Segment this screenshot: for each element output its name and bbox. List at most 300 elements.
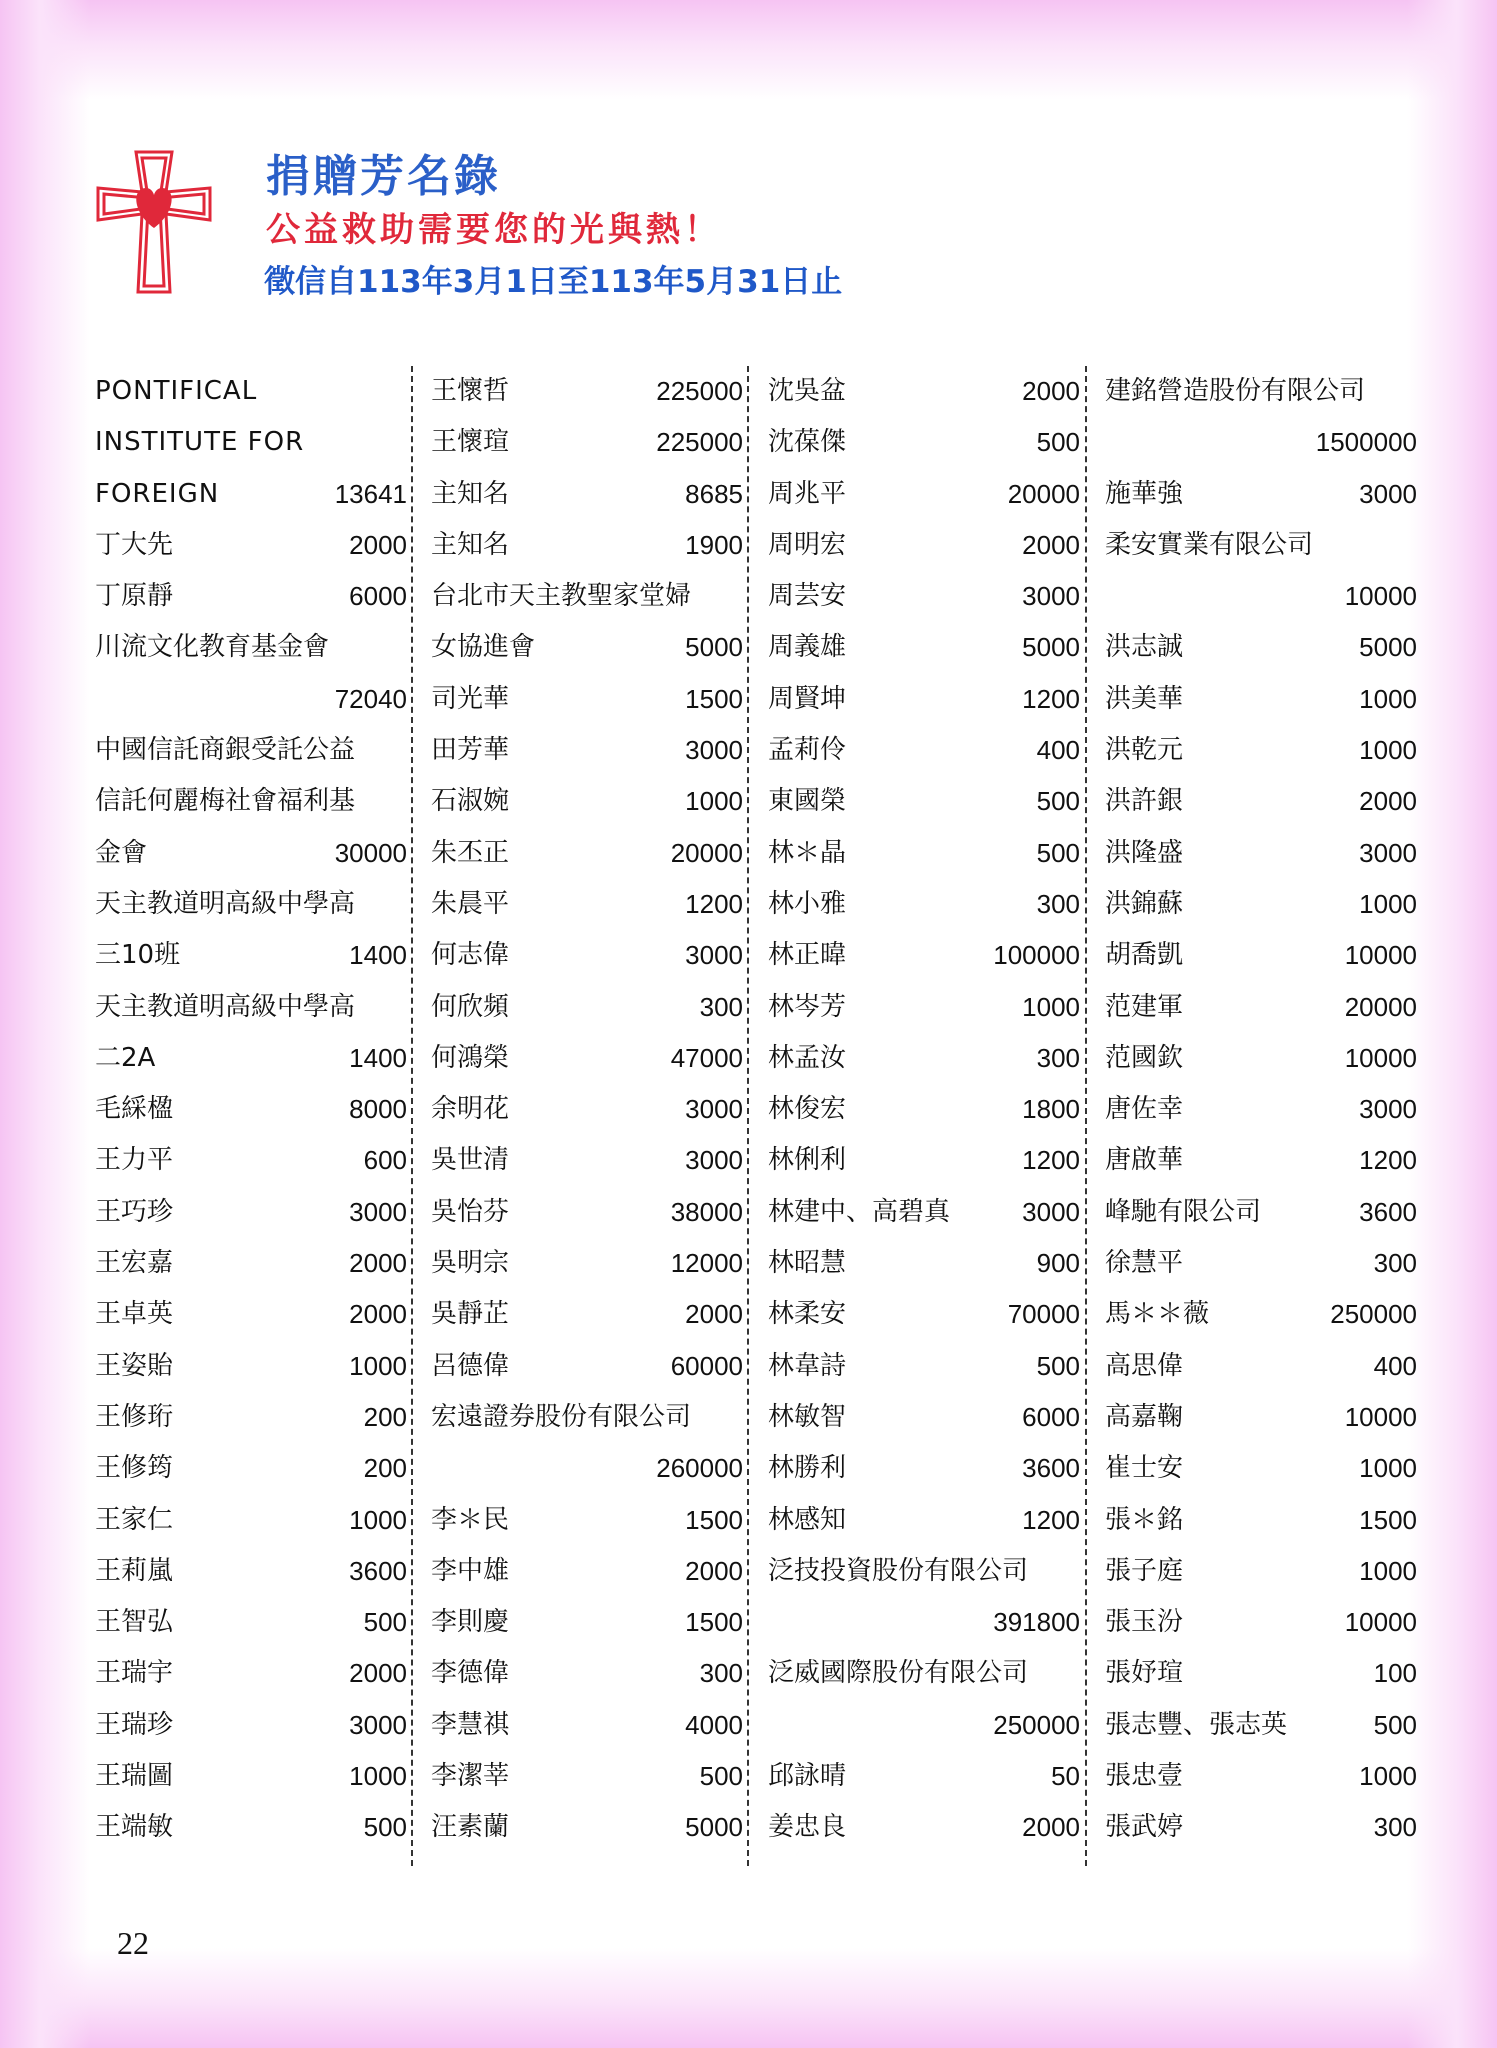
donor-name: 高嘉鞠 xyxy=(1105,1401,1184,1432)
donor-name: 唐佐幸 xyxy=(1105,1094,1184,1125)
donor-name: 周義雄 xyxy=(768,632,847,663)
column-divider xyxy=(411,366,413,1866)
donation-amount: 2000 xyxy=(1022,529,1080,560)
donor-name: 丁大先 xyxy=(95,529,174,560)
donor-name: 洪隆盛 xyxy=(1105,837,1184,868)
donor-name: 汪素蘭 xyxy=(431,1812,510,1843)
donation-amount: 6000 xyxy=(1022,1401,1080,1432)
donor-row xyxy=(1105,1597,1417,1648)
donor-name: 王莉嵐 xyxy=(95,1555,174,1586)
donor-name: 李慧祺 xyxy=(431,1709,510,1740)
donor-name: 司光華 xyxy=(431,683,510,714)
donor-name: 洪美華 xyxy=(1105,683,1184,714)
donor-row xyxy=(1105,1802,1417,1853)
donation-amount: 47000 xyxy=(670,1042,743,1073)
donor-column-3 xyxy=(768,366,1080,1866)
donor-row xyxy=(95,828,407,879)
donation-amount: 1500 xyxy=(1359,1504,1417,1535)
donation-amount: 3000 xyxy=(1359,478,1417,509)
donor-row xyxy=(431,982,743,1033)
donor-name: 胡喬凱 xyxy=(1105,940,1184,971)
donation-amount: 1900 xyxy=(685,529,743,560)
donor-row xyxy=(1105,1238,1417,1289)
donor-row xyxy=(431,828,743,879)
donor-row xyxy=(768,1187,1080,1238)
donation-amount: 225000 xyxy=(656,376,743,406)
donor-row xyxy=(768,725,1080,776)
donation-amount: 13641 xyxy=(334,478,407,509)
donation-amount: 300 xyxy=(1036,1042,1080,1073)
donor-name: 唐啟華 xyxy=(1105,1145,1184,1176)
donor-name: 林俐利 xyxy=(768,1145,847,1176)
donor-name: 王懷哲 xyxy=(431,376,510,406)
donor-name: 王家仁 xyxy=(95,1504,174,1535)
donor-name: 林建中、高碧真 xyxy=(768,1196,951,1227)
donor-row xyxy=(95,1135,407,1186)
donor-name: 張志豐、張志英 xyxy=(1105,1709,1288,1740)
donation-amount: 1500000 xyxy=(1315,427,1417,458)
donor-row xyxy=(431,930,743,981)
donor-name: 峰馳有限公司 xyxy=(1105,1196,1262,1227)
donor-name: 朱晨平 xyxy=(431,888,510,919)
donor-row xyxy=(1105,1289,1417,1340)
donation-amount: 72040 xyxy=(334,683,407,714)
donor-row xyxy=(1105,1700,1417,1751)
donor-row xyxy=(95,1392,407,1443)
donor-row xyxy=(431,1700,743,1751)
donor-row xyxy=(431,1187,743,1238)
donor-name: 主知名 xyxy=(431,529,510,560)
donor-row xyxy=(431,1392,743,1443)
donation-amount: 260000 xyxy=(656,1453,743,1484)
donor-name: 林小雅 xyxy=(768,888,847,919)
donor-row xyxy=(431,417,743,468)
donor-row xyxy=(95,1341,407,1392)
donation-amount: 1200 xyxy=(1359,1145,1417,1176)
donation-amount: 1000 xyxy=(349,1761,407,1792)
donor-name: 王懷瑄 xyxy=(431,427,510,458)
donor-name: 何欣頻 xyxy=(431,991,510,1022)
donor-row xyxy=(768,1033,1080,1084)
donation-amount: 1000 xyxy=(1359,683,1417,714)
donor-row xyxy=(95,1700,407,1751)
donation-amount: 3000 xyxy=(685,1145,743,1176)
donor-name: 周芸安 xyxy=(768,581,847,612)
donor-column-2 xyxy=(431,366,743,1866)
donation-amount: 1000 xyxy=(1359,1761,1417,1792)
donation-amount: 2000 xyxy=(349,529,407,560)
donor-row xyxy=(768,571,1080,622)
donor-row xyxy=(95,879,407,930)
donor-name: 王瑞圖 xyxy=(95,1761,174,1792)
donor-row xyxy=(768,622,1080,673)
donation-amount: 100 xyxy=(1373,1658,1417,1689)
donor-name: 何鴻榮 xyxy=(431,1042,510,1073)
donation-amount: 3000 xyxy=(349,1196,407,1227)
donor-row xyxy=(431,776,743,827)
donation-amount: 1000 xyxy=(349,1504,407,1535)
donor-row xyxy=(431,1289,743,1340)
donor-name: 施華強 xyxy=(1105,478,1184,509)
donation-amount: 500 xyxy=(363,1812,407,1843)
donor-row xyxy=(1105,520,1417,571)
donation-amount: 2000 xyxy=(685,1299,743,1330)
donor-row xyxy=(1105,1135,1417,1186)
donor-row xyxy=(768,879,1080,930)
donation-amount: 10000 xyxy=(1344,940,1417,971)
donation-amount: 60000 xyxy=(670,1350,743,1381)
donor-name: 李德偉 xyxy=(431,1658,510,1689)
donation-amount: 1200 xyxy=(1022,683,1080,714)
donation-amount: 3000 xyxy=(685,1094,743,1125)
donor-name: 林感知 xyxy=(768,1504,847,1535)
donation-amount: 400 xyxy=(1036,735,1080,766)
donation-amount: 2000 xyxy=(1022,376,1080,406)
donor-row xyxy=(431,1135,743,1186)
donation-amount: 20000 xyxy=(670,837,743,868)
donor-row xyxy=(768,1084,1080,1135)
donor-row xyxy=(768,1392,1080,1443)
donation-amount: 30000 xyxy=(334,837,407,868)
donor-name: 女協進會 xyxy=(431,632,536,663)
donor-name: 林昭慧 xyxy=(768,1248,847,1279)
donation-amount: 20000 xyxy=(1007,478,1080,509)
donation-amount: 900 xyxy=(1036,1248,1080,1279)
donor-name: 王宏嘉 xyxy=(95,1248,174,1279)
donation-amount: 500 xyxy=(1036,427,1080,458)
cross-heart-icon xyxy=(94,148,214,296)
donor-name: 范國欽 xyxy=(1105,1042,1184,1073)
donation-amount: 1200 xyxy=(685,888,743,919)
donation-amount: 1000 xyxy=(1359,1453,1417,1484)
donor-name: 三10班 xyxy=(95,940,181,971)
donation-amount: 400 xyxy=(1373,1350,1417,1381)
donor-name: 王巧珍 xyxy=(95,1196,174,1227)
period-text: 徵信自113年3月1日至113年5月31日止 xyxy=(264,264,843,300)
donor-name: 林敏智 xyxy=(768,1401,847,1432)
donation-amount: 2000 xyxy=(349,1658,407,1689)
donor-row xyxy=(1105,469,1417,520)
donation-amount: 1500 xyxy=(685,1504,743,1535)
donation-amount: 50 xyxy=(1051,1761,1080,1792)
donor-row xyxy=(1105,1751,1417,1802)
donor-name: 天主教道明高級中學高 xyxy=(95,991,356,1022)
donation-amount: 300 xyxy=(1373,1248,1417,1279)
donor-row xyxy=(431,1802,743,1853)
donor-row xyxy=(1105,879,1417,930)
donor-row xyxy=(431,366,743,417)
donor-row xyxy=(95,1802,407,1853)
donor-row xyxy=(431,571,743,622)
donor-row xyxy=(95,1084,407,1135)
donation-amount: 3000 xyxy=(1022,581,1080,612)
donor-row xyxy=(95,1495,407,1546)
page-title: 捐贈芳名錄 xyxy=(266,151,501,202)
donor-name: 田芳華 xyxy=(431,735,510,766)
donation-amount: 2000 xyxy=(349,1299,407,1330)
donor-row xyxy=(431,1341,743,1392)
donor-name: 東國榮 xyxy=(768,786,847,817)
donation-amount: 2000 xyxy=(349,1248,407,1279)
donor-row xyxy=(95,1597,407,1648)
donation-amount: 200 xyxy=(363,1453,407,1484)
donor-name: 洪乾元 xyxy=(1105,735,1184,766)
donor-name: 張子庭 xyxy=(1105,1555,1184,1586)
donor-row xyxy=(431,1238,743,1289)
donor-row xyxy=(95,417,407,468)
donation-amount: 5000 xyxy=(685,632,743,663)
donation-amount: 100000 xyxy=(993,940,1080,971)
donor-row xyxy=(1105,1546,1417,1597)
donor-row xyxy=(431,1597,743,1648)
donor-list xyxy=(95,366,1417,1866)
donor-row xyxy=(1105,622,1417,673)
donation-amount: 8000 xyxy=(349,1094,407,1125)
donor-row xyxy=(95,1443,407,1494)
donor-row xyxy=(1105,1443,1417,1494)
donor-column-4 xyxy=(1105,366,1417,1866)
donor-row xyxy=(95,1751,407,1802)
donor-name: 王端敏 xyxy=(95,1812,174,1843)
donor-name: 王瑞珍 xyxy=(95,1709,174,1740)
donor-name: 信託何麗梅社會福利基 xyxy=(95,786,356,817)
header xyxy=(94,140,994,300)
donation-amount: 3000 xyxy=(685,735,743,766)
donor-name: 沈葆傑 xyxy=(768,427,847,458)
donor-name: 二2A xyxy=(95,1042,156,1073)
donor-row xyxy=(95,1546,407,1597)
donor-name: 張武婷 xyxy=(1105,1812,1184,1843)
donation-amount: 2000 xyxy=(1022,1812,1080,1843)
donation-amount: 3000 xyxy=(349,1709,407,1740)
donation-amount: 12000 xyxy=(670,1248,743,1279)
donor-row xyxy=(431,1443,743,1494)
donor-row xyxy=(95,1187,407,1238)
donation-amount: 1000 xyxy=(1359,1555,1417,1586)
donor-row xyxy=(768,1341,1080,1392)
donor-name: 何志偉 xyxy=(431,940,510,971)
donor-name: 王卓英 xyxy=(95,1299,174,1330)
donor-row xyxy=(95,1033,407,1084)
donor-row xyxy=(95,520,407,571)
donor-column-1 xyxy=(95,366,407,1866)
donation-amount: 200 xyxy=(363,1401,407,1432)
donor-name: 建銘營造股份有限公司 xyxy=(1105,376,1366,406)
donation-amount: 1000 xyxy=(349,1350,407,1381)
donor-name: 李中雄 xyxy=(431,1555,510,1586)
donor-name: 李＊民 xyxy=(431,1504,510,1535)
donation-amount: 2000 xyxy=(1359,786,1417,817)
donation-amount: 300 xyxy=(699,991,743,1022)
donor-name: 李潔莘 xyxy=(431,1761,510,1792)
donor-row xyxy=(1105,776,1417,827)
donor-name: 柔安實業有限公司 xyxy=(1105,529,1314,560)
donation-amount: 1200 xyxy=(1022,1145,1080,1176)
donor-row xyxy=(95,1238,407,1289)
donor-name: 周明宏 xyxy=(768,529,847,560)
donation-amount: 1000 xyxy=(685,786,743,817)
donor-name: 金會 xyxy=(95,837,148,868)
donor-name: 林勝利 xyxy=(768,1453,847,1484)
donation-amount: 500 xyxy=(1036,786,1080,817)
donor-row xyxy=(1105,1495,1417,1546)
donor-row xyxy=(768,417,1080,468)
donor-row xyxy=(95,1648,407,1699)
donation-amount: 1800 xyxy=(1022,1094,1080,1125)
donor-name: 張妤瑄 xyxy=(1105,1658,1184,1689)
donor-row xyxy=(768,1443,1080,1494)
donation-amount: 10000 xyxy=(1344,1607,1417,1638)
column-divider xyxy=(1085,366,1087,1866)
donor-row xyxy=(768,366,1080,417)
donor-row xyxy=(95,622,407,673)
donor-row xyxy=(1105,1648,1417,1699)
donation-amount: 4000 xyxy=(685,1709,743,1740)
donation-amount: 1500 xyxy=(685,1607,743,1638)
donor-row xyxy=(431,622,743,673)
donor-row xyxy=(768,1546,1080,1597)
donor-name: 吳明宗 xyxy=(431,1248,510,1279)
donor-row xyxy=(1105,1187,1417,1238)
donation-amount: 3600 xyxy=(1359,1196,1417,1227)
donor-row xyxy=(431,879,743,930)
donation-amount: 3600 xyxy=(349,1555,407,1586)
donor-row xyxy=(768,1751,1080,1802)
donor-row xyxy=(768,674,1080,725)
donor-row xyxy=(1105,1341,1417,1392)
donor-row xyxy=(768,520,1080,571)
donor-name: 天主教道明高級中學高 xyxy=(95,888,356,919)
donor-name: 張忠壹 xyxy=(1105,1761,1184,1792)
donor-name: 姜忠良 xyxy=(768,1812,847,1843)
donation-amount: 1200 xyxy=(1022,1504,1080,1535)
donor-name: 林孟汝 xyxy=(768,1042,847,1073)
donor-row xyxy=(768,1648,1080,1699)
donor-name: 王瑞宇 xyxy=(95,1658,174,1689)
donor-row xyxy=(1105,1084,1417,1135)
donor-row xyxy=(95,674,407,725)
donor-name: 高思偉 xyxy=(1105,1350,1184,1381)
donor-row xyxy=(95,366,407,417)
donation-amount: 1000 xyxy=(1359,735,1417,766)
donation-amount: 3000 xyxy=(1359,837,1417,868)
donor-row xyxy=(768,776,1080,827)
donor-name: 毛綵楹 xyxy=(95,1094,174,1125)
donor-name: 吳世清 xyxy=(431,1145,510,1176)
donor-row xyxy=(1105,674,1417,725)
donor-row xyxy=(768,1700,1080,1751)
donation-amount: 1500 xyxy=(685,683,743,714)
donor-row xyxy=(95,725,407,776)
donor-row xyxy=(1105,930,1417,981)
column-divider xyxy=(747,366,749,1866)
donation-amount: 1400 xyxy=(349,1042,407,1073)
donor-name: 孟莉伶 xyxy=(768,735,847,766)
donation-amount: 20000 xyxy=(1344,991,1417,1022)
donor-name: 徐慧平 xyxy=(1105,1248,1184,1279)
donor-name: FOREIGN xyxy=(95,478,220,509)
donor-row xyxy=(768,1495,1080,1546)
donor-row xyxy=(431,1751,743,1802)
donor-name: 呂德偉 xyxy=(431,1350,510,1381)
donor-name: 馬＊＊薇 xyxy=(1105,1299,1210,1330)
donation-amount: 10000 xyxy=(1344,581,1417,612)
donor-row xyxy=(431,1084,743,1135)
donation-amount: 500 xyxy=(1373,1709,1417,1740)
donor-name: 王修筠 xyxy=(95,1453,174,1484)
donor-name: 朱丕正 xyxy=(431,837,510,868)
donation-amount: 300 xyxy=(699,1658,743,1689)
donor-name: 范建軍 xyxy=(1105,991,1184,1022)
donation-amount: 3000 xyxy=(1359,1094,1417,1125)
donation-amount: 5000 xyxy=(1022,632,1080,663)
donor-name: 王智弘 xyxy=(95,1607,174,1638)
donor-row xyxy=(768,1289,1080,1340)
donor-row xyxy=(768,930,1080,981)
donor-name: 李則慶 xyxy=(431,1607,510,1638)
donation-amount: 38000 xyxy=(670,1196,743,1227)
donation-amount: 500 xyxy=(1036,837,1080,868)
donor-row xyxy=(1105,571,1417,622)
donor-row xyxy=(95,776,407,827)
donor-row xyxy=(1105,366,1417,417)
donation-amount: 391800 xyxy=(993,1607,1080,1638)
donor-row xyxy=(431,1648,743,1699)
donation-amount: 3000 xyxy=(1022,1196,1080,1227)
donor-row xyxy=(1105,982,1417,1033)
donation-amount: 250000 xyxy=(993,1709,1080,1740)
donation-amount: 500 xyxy=(363,1607,407,1638)
donor-name: 張＊銘 xyxy=(1105,1504,1184,1535)
donor-row xyxy=(768,982,1080,1033)
donation-amount: 1000 xyxy=(1022,991,1080,1022)
donor-name: 沈吳盆 xyxy=(768,376,847,406)
donor-row xyxy=(95,930,407,981)
donor-name: 周賢坤 xyxy=(768,683,847,714)
donor-name: 丁原靜 xyxy=(95,581,174,612)
donation-amount: 300 xyxy=(1373,1812,1417,1843)
donor-row xyxy=(431,725,743,776)
donor-name: INSTITUTE FOR xyxy=(95,427,305,458)
donation-amount: 250000 xyxy=(1330,1299,1417,1330)
donor-name: 林韋詩 xyxy=(768,1350,847,1381)
donor-row xyxy=(95,982,407,1033)
donation-amount: 500 xyxy=(699,1761,743,1792)
donation-amount: 1400 xyxy=(349,940,407,971)
donor-name: 林柔安 xyxy=(768,1299,847,1330)
donor-row xyxy=(1105,1033,1417,1084)
donation-amount: 2000 xyxy=(685,1555,743,1586)
page-number: 22 xyxy=(117,1925,149,1961)
donor-name: 洪許銀 xyxy=(1105,786,1184,817)
donor-name: 林＊晶 xyxy=(768,837,847,868)
donor-row xyxy=(768,1802,1080,1853)
donor-row xyxy=(768,1135,1080,1186)
donor-row xyxy=(768,1238,1080,1289)
donor-row xyxy=(1105,725,1417,776)
donor-row xyxy=(95,1289,407,1340)
donor-name: 石淑婉 xyxy=(431,786,510,817)
donor-row xyxy=(95,469,407,520)
donor-name: 王力平 xyxy=(95,1145,174,1176)
donor-row xyxy=(768,469,1080,520)
donor-row xyxy=(431,1495,743,1546)
donor-name: 林正暐 xyxy=(768,940,847,971)
donor-name: 主知名 xyxy=(431,478,510,509)
donor-row xyxy=(95,571,407,622)
donor-name: 台北市天主教聖家堂婦 xyxy=(431,581,692,612)
donation-amount: 600 xyxy=(363,1145,407,1176)
